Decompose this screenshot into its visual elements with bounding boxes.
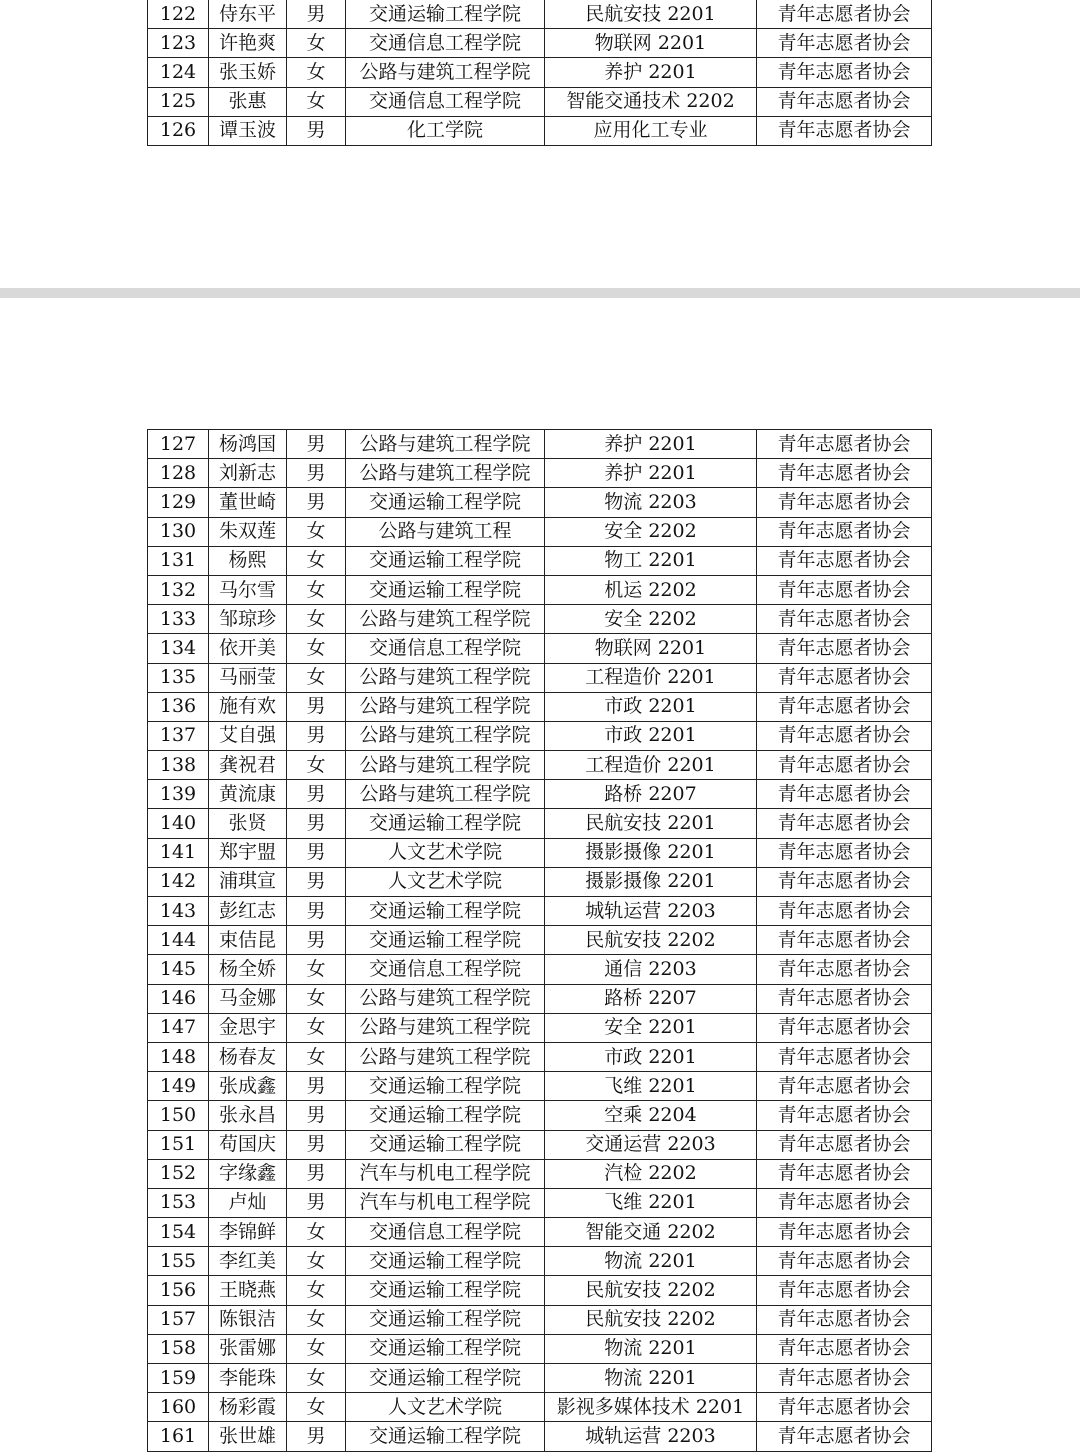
cell-gender: 女 (287, 1218, 346, 1247)
cell-college: 公路与建筑工程学院 (346, 663, 545, 692)
cell-name: 马丽莹 (209, 663, 287, 692)
cell-number: 123 (148, 29, 209, 58)
cell-organization: 青年志愿者协会 (757, 1072, 932, 1101)
table-row (148, 1218, 932, 1247)
cell-number: 134 (148, 634, 209, 663)
cell-gender: 女 (287, 58, 346, 87)
cell-class: 机运 2202 (545, 575, 757, 604)
cell-number: 156 (148, 1276, 209, 1305)
cell-name: 郑宇盟 (209, 838, 287, 867)
cell-college: 交通运输工程学院 (346, 926, 545, 955)
cell-organization: 青年志愿者协会 (757, 809, 932, 838)
cell-college: 交通运输工程学院 (346, 1247, 545, 1276)
cell-gender: 女 (287, 1042, 346, 1071)
document-page-1 (0, 0, 1080, 288)
cell-gender: 女 (287, 984, 346, 1013)
cell-gender: 男 (287, 116, 346, 145)
cell-class: 交通运营 2203 (545, 1130, 757, 1159)
cell-gender: 女 (287, 1393, 346, 1422)
cell-organization: 青年志愿者协会 (757, 897, 932, 926)
cell-gender: 男 (287, 721, 346, 750)
cell-name: 张永昌 (209, 1101, 287, 1130)
cell-gender: 女 (287, 1276, 346, 1305)
cell-number: 129 (148, 488, 209, 517)
cell-name: 马金娜 (209, 984, 287, 1013)
cell-organization: 青年志愿者协会 (757, 575, 932, 604)
cell-college: 人文艺术学院 (346, 1393, 545, 1422)
cell-organization: 青年志愿者协会 (757, 459, 932, 488)
cell-gender: 女 (287, 605, 346, 634)
cell-organization: 青年志愿者协会 (757, 1013, 932, 1042)
cell-name: 黄流康 (209, 780, 287, 809)
cell-number: 149 (148, 1072, 209, 1101)
cell-name: 李锦鲜 (209, 1218, 287, 1247)
cell-name: 依开美 (209, 634, 287, 663)
cell-organization: 青年志愿者协会 (757, 1042, 932, 1071)
cell-number: 148 (148, 1042, 209, 1071)
cell-name: 李能珠 (209, 1364, 287, 1393)
table-row (148, 1072, 932, 1101)
cell-class: 通信 2203 (545, 955, 757, 984)
cell-number: 124 (148, 58, 209, 87)
cell-class: 民航安技 2202 (545, 926, 757, 955)
cell-name: 刘新志 (209, 459, 287, 488)
cell-college: 交通运输工程学院 (346, 809, 545, 838)
cell-class: 物工 2201 (545, 546, 757, 575)
cell-number: 135 (148, 663, 209, 692)
table-row (148, 430, 932, 459)
table-row (148, 1101, 932, 1130)
cell-gender: 女 (287, 1364, 346, 1393)
cell-organization: 青年志愿者协会 (757, 87, 932, 116)
cell-name: 马尔雪 (209, 575, 287, 604)
cell-number: 151 (148, 1130, 209, 1159)
cell-number: 136 (148, 692, 209, 721)
table-row (148, 517, 932, 546)
table-row (148, 58, 932, 87)
cell-organization: 青年志愿者协会 (757, 634, 932, 663)
cell-name: 李红美 (209, 1247, 287, 1276)
cell-college: 化工学院 (346, 116, 545, 145)
cell-class: 智能交通 2202 (545, 1218, 757, 1247)
cell-number: 137 (148, 721, 209, 750)
cell-name: 施有欢 (209, 692, 287, 721)
cell-college: 公路与建筑工程学院 (346, 751, 545, 780)
cell-organization: 青年志愿者协会 (757, 58, 932, 87)
cell-number: 155 (148, 1247, 209, 1276)
cell-class: 物联网 2201 (545, 634, 757, 663)
cell-college: 公路与建筑工程学院 (346, 984, 545, 1013)
table-row (148, 0, 932, 29)
cell-organization: 青年志愿者协会 (757, 721, 932, 750)
cell-college: 交通运输工程学院 (346, 1334, 545, 1363)
cell-gender: 男 (287, 1072, 346, 1101)
cell-name: 杨春友 (209, 1042, 287, 1071)
cell-class: 空乘 2204 (545, 1101, 757, 1130)
cell-number: 126 (148, 116, 209, 145)
cell-class: 市政 2201 (545, 721, 757, 750)
cell-number: 158 (148, 1334, 209, 1363)
cell-number: 145 (148, 955, 209, 984)
table-row (148, 1247, 932, 1276)
cell-number: 128 (148, 459, 209, 488)
cell-name: 陈银洁 (209, 1305, 287, 1334)
cell-number: 140 (148, 809, 209, 838)
cell-college: 公路与建筑工程学院 (346, 780, 545, 809)
cell-organization: 青年志愿者协会 (757, 1393, 932, 1422)
cell-gender: 女 (287, 29, 346, 58)
cell-gender: 男 (287, 897, 346, 926)
cell-class: 养护 2201 (545, 459, 757, 488)
cell-college: 人文艺术学院 (346, 838, 545, 867)
roster-table-page-1 (147, 0, 932, 146)
cell-number: 142 (148, 867, 209, 896)
roster-table-body (148, 0, 932, 145)
cell-number: 159 (148, 1364, 209, 1393)
cell-name: 许艳爽 (209, 29, 287, 58)
cell-gender: 男 (287, 809, 346, 838)
cell-name: 彭红志 (209, 897, 287, 926)
cell-number: 133 (148, 605, 209, 634)
cell-college: 交通信息工程学院 (346, 955, 545, 984)
cell-college: 交通运输工程学院 (346, 575, 545, 604)
cell-class: 影视多媒体技术 2201 (545, 1393, 757, 1422)
cell-class: 路桥 2207 (545, 984, 757, 1013)
cell-name: 苟国庆 (209, 1130, 287, 1159)
table-row (148, 926, 932, 955)
cell-class: 摄影摄像 2201 (545, 867, 757, 896)
table-row (148, 1393, 932, 1422)
cell-gender: 女 (287, 1334, 346, 1363)
cell-name: 杨全娇 (209, 955, 287, 984)
document-page-2 (0, 298, 1080, 1452)
cell-gender: 男 (287, 838, 346, 867)
cell-college: 交通运输工程学院 (346, 1072, 545, 1101)
cell-college: 公路与建筑工程学院 (346, 1042, 545, 1071)
cell-number: 161 (148, 1422, 209, 1451)
cell-class: 城轨运营 2203 (545, 897, 757, 926)
cell-name: 张成鑫 (209, 1072, 287, 1101)
table-row (148, 1159, 932, 1188)
cell-name: 邹琼珍 (209, 605, 287, 634)
cell-college: 交通运输工程学院 (346, 1422, 545, 1451)
cell-college: 交通运输工程学院 (346, 1364, 545, 1393)
cell-name: 金思宇 (209, 1013, 287, 1042)
cell-college: 交通运输工程学院 (346, 1276, 545, 1305)
cell-organization: 青年志愿者协会 (757, 1364, 932, 1393)
cell-name: 浦琪宣 (209, 867, 287, 896)
table-row (148, 546, 932, 575)
cell-gender: 女 (287, 955, 346, 984)
cell-class: 飞维 2201 (545, 1072, 757, 1101)
cell-college: 交通信息工程学院 (346, 1218, 545, 1247)
cell-organization: 青年志愿者协会 (757, 926, 932, 955)
cell-gender: 男 (287, 867, 346, 896)
cell-number: 150 (148, 1101, 209, 1130)
table-row (148, 809, 932, 838)
cell-organization: 青年志愿者协会 (757, 1422, 932, 1451)
table-row (148, 721, 932, 750)
table-row (148, 897, 932, 926)
cell-class: 养护 2201 (545, 430, 757, 459)
cell-name: 董世崎 (209, 488, 287, 517)
cell-organization: 青年志愿者协会 (757, 546, 932, 575)
cell-organization: 青年志愿者协会 (757, 1276, 932, 1305)
cell-class: 物流 2201 (545, 1364, 757, 1393)
cell-class: 应用化工专业 (545, 116, 757, 145)
roster-table-body (148, 430, 932, 1452)
cell-class: 安全 2201 (545, 1013, 757, 1042)
cell-name: 杨鸿国 (209, 430, 287, 459)
cell-name: 束佶昆 (209, 926, 287, 955)
cell-name: 张贤 (209, 809, 287, 838)
cell-name: 张雷娜 (209, 1334, 287, 1363)
cell-organization: 青年志愿者协会 (757, 1218, 932, 1247)
cell-class: 安全 2202 (545, 605, 757, 634)
cell-college: 公路与建筑工程学院 (346, 721, 545, 750)
cell-gender: 女 (287, 517, 346, 546)
table-row (148, 780, 932, 809)
cell-gender: 男 (287, 430, 346, 459)
cell-name: 字缘鑫 (209, 1159, 287, 1188)
table-row (148, 1042, 932, 1071)
cell-gender: 女 (287, 87, 346, 116)
cell-gender: 男 (287, 0, 346, 29)
cell-organization: 青年志愿者协会 (757, 838, 932, 867)
cell-number: 131 (148, 546, 209, 575)
cell-college: 交通运输工程学院 (346, 1101, 545, 1130)
table-row (148, 692, 932, 721)
cell-number: 153 (148, 1188, 209, 1217)
table-row (148, 1013, 932, 1042)
cell-gender: 女 (287, 751, 346, 780)
table-row (148, 1305, 932, 1334)
cell-college: 公路与建筑工程学院 (346, 459, 545, 488)
cell-class: 市政 2201 (545, 692, 757, 721)
cell-name: 张世雄 (209, 1422, 287, 1451)
cell-class: 汽检 2202 (545, 1159, 757, 1188)
cell-name: 谭玉波 (209, 116, 287, 145)
cell-organization: 青年志愿者协会 (757, 1101, 932, 1130)
cell-number: 144 (148, 926, 209, 955)
cell-class: 民航安技 2201 (545, 809, 757, 838)
cell-college: 汽车与机电工程学院 (346, 1159, 545, 1188)
cell-gender: 女 (287, 1013, 346, 1042)
cell-organization: 青年志愿者协会 (757, 663, 932, 692)
table-row (148, 867, 932, 896)
table-row (148, 116, 932, 145)
cell-number: 146 (148, 984, 209, 1013)
cell-class: 民航安技 2202 (545, 1305, 757, 1334)
table-row (148, 663, 932, 692)
cell-college: 公路与建筑工程学院 (346, 1013, 545, 1042)
cell-organization: 青年志愿者协会 (757, 751, 932, 780)
cell-gender: 女 (287, 546, 346, 575)
cell-name: 杨熙 (209, 546, 287, 575)
cell-number: 139 (148, 780, 209, 809)
cell-gender: 男 (287, 926, 346, 955)
cell-name: 王晓燕 (209, 1276, 287, 1305)
cell-organization: 青年志愿者协会 (757, 1247, 932, 1276)
cell-organization: 青年志愿者协会 (757, 692, 932, 721)
cell-number: 138 (148, 751, 209, 780)
cell-number: 160 (148, 1393, 209, 1422)
cell-name: 杨彩霞 (209, 1393, 287, 1422)
cell-organization: 青年志愿者协会 (757, 29, 932, 58)
cell-organization: 青年志愿者协会 (757, 1188, 932, 1217)
cell-number: 127 (148, 430, 209, 459)
cell-organization: 青年志愿者协会 (757, 605, 932, 634)
cell-gender: 男 (287, 1188, 346, 1217)
cell-number: 152 (148, 1159, 209, 1188)
cell-class: 城轨运营 2203 (545, 1422, 757, 1451)
cell-organization: 青年志愿者协会 (757, 488, 932, 517)
cell-organization: 青年志愿者协会 (757, 780, 932, 809)
table-row (148, 1188, 932, 1217)
cell-gender: 男 (287, 488, 346, 517)
cell-class: 飞维 2201 (545, 1188, 757, 1217)
cell-name: 张惠 (209, 87, 287, 116)
cell-name: 朱双莲 (209, 517, 287, 546)
cell-class: 安全 2202 (545, 517, 757, 546)
roster-table-page-2 (147, 429, 932, 1452)
cell-number: 154 (148, 1218, 209, 1247)
table-row (148, 575, 932, 604)
cell-organization: 青年志愿者协会 (757, 0, 932, 29)
cell-college: 交通运输工程学院 (346, 488, 545, 517)
cell-gender: 男 (287, 1130, 346, 1159)
cell-gender: 男 (287, 780, 346, 809)
cell-number: 125 (148, 87, 209, 116)
cell-name: 侍东平 (209, 0, 287, 29)
cell-gender: 女 (287, 634, 346, 663)
cell-college: 交通运输工程学院 (346, 897, 545, 926)
cell-class: 物联网 2201 (545, 29, 757, 58)
cell-class: 市政 2201 (545, 1042, 757, 1071)
table-row (148, 634, 932, 663)
cell-class: 路桥 2207 (545, 780, 757, 809)
cell-name: 艾自强 (209, 721, 287, 750)
cell-college: 人文艺术学院 (346, 867, 545, 896)
cell-gender: 女 (287, 1247, 346, 1276)
cell-organization: 青年志愿者协会 (757, 1130, 932, 1159)
table-row (148, 838, 932, 867)
cell-gender: 女 (287, 663, 346, 692)
cell-organization: 青年志愿者协会 (757, 984, 932, 1013)
cell-gender: 女 (287, 575, 346, 604)
cell-college: 交通信息工程学院 (346, 87, 545, 116)
table-row (148, 1276, 932, 1305)
cell-gender: 男 (287, 692, 346, 721)
table-row (148, 1364, 932, 1393)
cell-class: 民航安技 2201 (545, 0, 757, 29)
cell-gender: 男 (287, 1159, 346, 1188)
cell-organization: 青年志愿者协会 (757, 867, 932, 896)
cell-organization: 青年志愿者协会 (757, 116, 932, 145)
cell-class: 物流 2201 (545, 1334, 757, 1363)
cell-gender: 男 (287, 1422, 346, 1451)
cell-name: 张玉娇 (209, 58, 287, 87)
cell-college: 公路与建筑工程学院 (346, 58, 545, 87)
cell-number: 132 (148, 575, 209, 604)
cell-class: 民航安技 2202 (545, 1276, 757, 1305)
cell-organization: 青年志愿者协会 (757, 517, 932, 546)
page-separator (0, 288, 1080, 298)
cell-class: 工程造价 2201 (545, 751, 757, 780)
table-row (148, 488, 932, 517)
cell-number: 141 (148, 838, 209, 867)
cell-college: 交通信息工程学院 (346, 29, 545, 58)
cell-college: 交通信息工程学院 (346, 634, 545, 663)
table-row (148, 87, 932, 116)
cell-number: 122 (148, 0, 209, 29)
cell-name: 龚祝君 (209, 751, 287, 780)
cell-organization: 青年志愿者协会 (757, 1305, 932, 1334)
cell-class: 摄影摄像 2201 (545, 838, 757, 867)
cell-organization: 青年志愿者协会 (757, 430, 932, 459)
table-row (148, 1422, 932, 1451)
cell-gender: 男 (287, 1101, 346, 1130)
table-row (148, 1334, 932, 1363)
cell-class: 养护 2201 (545, 58, 757, 87)
cell-college: 公路与建筑工程 (346, 517, 545, 546)
cell-college: 交通运输工程学院 (346, 546, 545, 575)
cell-college: 公路与建筑工程学院 (346, 692, 545, 721)
cell-number: 143 (148, 897, 209, 926)
table-row (148, 459, 932, 488)
cell-name: 卢灿 (209, 1188, 287, 1217)
cell-class: 智能交通技术 2202 (545, 87, 757, 116)
cell-number: 147 (148, 1013, 209, 1042)
cell-college: 汽车与机电工程学院 (346, 1188, 545, 1217)
table-row (148, 751, 932, 780)
table-row (148, 29, 932, 58)
cell-number: 157 (148, 1305, 209, 1334)
cell-college: 交通运输工程学院 (346, 1305, 545, 1334)
cell-class: 物流 2203 (545, 488, 757, 517)
cell-college: 公路与建筑工程学院 (346, 430, 545, 459)
cell-organization: 青年志愿者协会 (757, 1334, 932, 1363)
cell-college: 交通运输工程学院 (346, 1130, 545, 1159)
cell-class: 工程造价 2201 (545, 663, 757, 692)
cell-gender: 女 (287, 1305, 346, 1334)
table-row (148, 955, 932, 984)
cell-number: 130 (148, 517, 209, 546)
cell-organization: 青年志愿者协会 (757, 955, 932, 984)
cell-gender: 男 (287, 459, 346, 488)
cell-college: 公路与建筑工程学院 (346, 605, 545, 634)
table-row (148, 1130, 932, 1159)
cell-organization: 青年志愿者协会 (757, 1159, 932, 1188)
table-row (148, 984, 932, 1013)
cell-class: 物流 2201 (545, 1247, 757, 1276)
table-row (148, 605, 932, 634)
cell-college: 交通运输工程学院 (346, 0, 545, 29)
